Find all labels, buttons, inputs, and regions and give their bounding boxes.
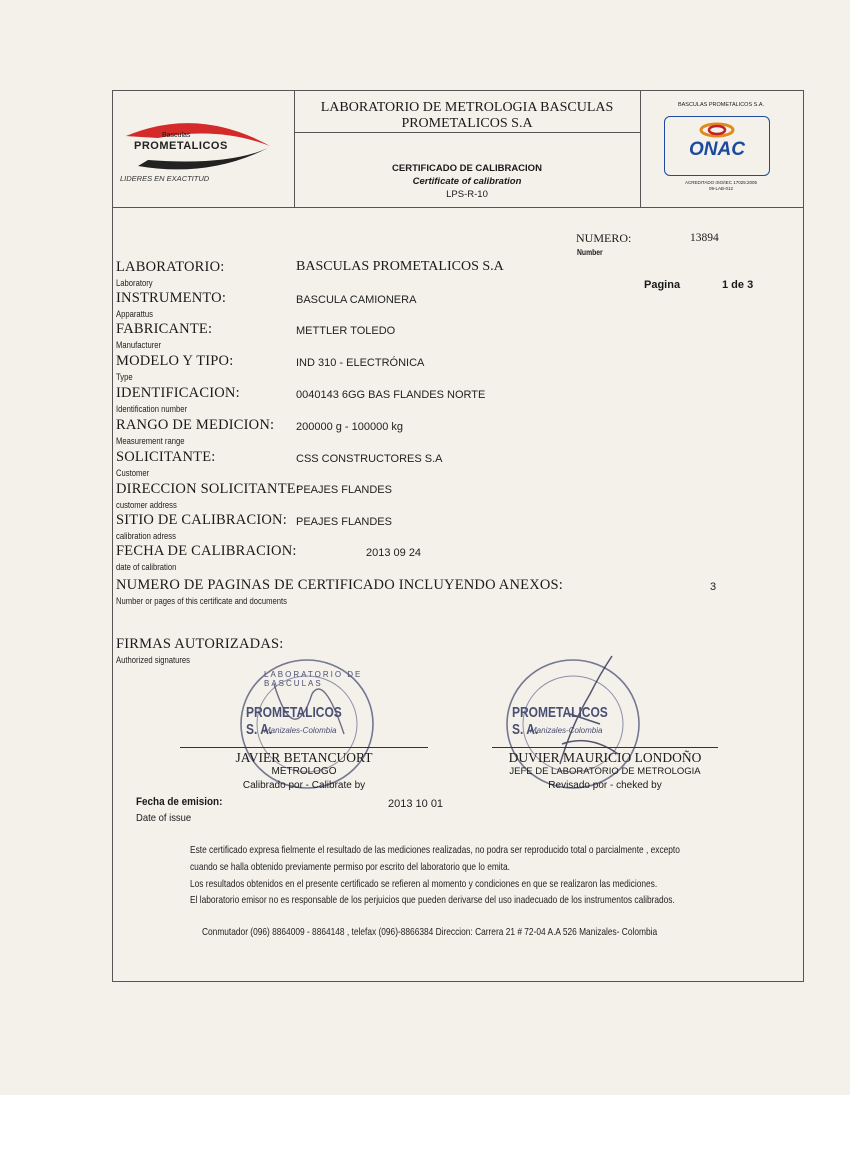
signer-right-role: JEFE DE LABORATORIO DE METROLOGIA: [509, 766, 701, 777]
onac-badge: BASCULAS PROMETALICOS S.A. ONAC ACREDITADO ISO/IEC 17025:2005 09-LAB-012: [642, 96, 800, 206]
signature-line-left: [180, 747, 428, 748]
emision-label: Fecha de emision:: [136, 796, 223, 808]
field-sub-fabricante: Manufacturer: [116, 340, 162, 350]
stamp-right: PROMETALICOS S. A. Manizales-Colombia: [500, 654, 646, 794]
header-divider: [112, 207, 804, 208]
signatures-heading: FIRMAS AUTORIZADAS:: [116, 636, 284, 652]
field-sub-laboratorio: Laboratory: [116, 278, 153, 288]
field-sub-rango: Measurement range: [116, 436, 185, 446]
field-value-sitio: PEAJES FLANDES: [296, 516, 392, 528]
field-sub-solicitante: Customer: [116, 468, 150, 478]
certificate-code: LPS-R-10: [446, 189, 488, 200]
field-label-laboratorio: LABORATORIO:: [116, 259, 225, 275]
pages-count-label: NUMERO DE PAGINAS DE CERTIFICADO INCLUYENDO ANEXOS:: [116, 577, 564, 593]
field-value-rango: 200000 g - 100000 kg: [296, 421, 404, 433]
signer-left-name: JAVIER BETANCUORT: [235, 750, 373, 765]
lab-title: LABORATORIO DE METROLOGIA BASCULAS PROMETALICOS S.A: [320, 100, 614, 131]
signature-line-right: [492, 747, 718, 748]
field-sub-sitio: calibration adress: [116, 531, 176, 541]
disclaimer-line-2: cuando se halla obtenido previamente permiso por escrito del laboratorio que lo emita.: [190, 862, 510, 873]
pagina-label: Pagina: [644, 279, 681, 291]
field-label-fecha-calibracion: FECHA DE CALIBRACION:: [116, 543, 297, 559]
field-label-modelo: MODELO Y TIPO:: [116, 353, 234, 369]
certificate-title-block: [294, 162, 640, 201]
header-title-divider: [294, 132, 640, 133]
contact-line: Conmutador (096) 8864009 - 8864148 , telefax (096)-8866384 Direccion: Carrera 21 # 72-04 A.A 526 Manizales- Colombia: [202, 927, 658, 938]
disclaimer-line-4: El laboratorio emisor no es responsable de los perjuicios que pueden derivarse del uso inadecuado de los instrumentos calibrados.: [190, 895, 675, 906]
signer-left-role: METROLOGO: [271, 766, 337, 777]
field-label-sitio: SITIO DE CALIBRACION:: [116, 512, 287, 528]
scan-margin: [0, 1095, 850, 1170]
field-value-identificacion: 0040143 6GG BAS FLANDES NORTE: [296, 389, 486, 401]
pages-count-sub: Number or pages of this certificate and documents: [116, 596, 287, 606]
field-label-instrumento: INSTRUMENTO:: [116, 290, 227, 306]
pagina-value: 1 de 3: [722, 279, 754, 291]
disclaimer-line-1: Este certificado expresa fielmente el resultado de las mediciones realizadas, no podra ser reproducido total o parcialmente , excepto: [190, 845, 680, 856]
disclaimer-line-3: Los resultados obtenidos en el presente certificado se refieren al momento y condiciones en que se realizaron las mediciones.: [190, 879, 658, 890]
field-value-fabricante: METTLER TOLEDO: [296, 325, 396, 337]
field-value-laboratorio: BASCULAS PROMETALICOS S.A: [296, 259, 504, 274]
field-sub-instrumento: Apparattus: [116, 309, 154, 319]
field-sub-fecha-calibracion: date of calibration: [116, 562, 177, 572]
field-value-modelo: IND 310 - ELECTRÓNICA: [296, 357, 425, 369]
emision-sub: Date of issue: [136, 812, 192, 824]
field-label-direccion: DIRECCION SOLICITANTE:: [116, 481, 301, 497]
pages-count-value: 3: [710, 581, 717, 593]
signer-left-caption: Calibrado por - Calibrate by: [242, 780, 366, 791]
numero-value: 13894: [690, 232, 719, 244]
field-value-direccion: PEAJES FLANDES: [296, 484, 392, 496]
certificate-subtitle: Certificate of calibration: [412, 176, 522, 187]
header-col-divider-right: [640, 90, 641, 208]
signer-right-caption: Revisado por - cheked by: [548, 780, 662, 791]
field-label-rango: RANGO DE MEDICION:: [116, 417, 275, 433]
certificate-title: CERTIFICADO DE CALIBRACION: [392, 163, 542, 174]
stamp-left: LABORATORIO DE BASCULAS PROMETALICOS S. A. Manizales-Colombia: [234, 654, 380, 794]
field-label-solicitante: SOLICITANTE:: [116, 449, 216, 465]
numero-sub: Number: [577, 248, 603, 257]
numero-label: NUMERO:: [576, 231, 632, 245]
signatures-heading-sub: Authorized signatures: [116, 655, 191, 665]
field-sub-modelo: Type: [116, 372, 133, 382]
field-label-fabricante: FABRICANTE:: [116, 321, 213, 337]
field-label-identificacion: IDENTIFICACION:: [116, 385, 240, 401]
field-sub-identificacion: Identification number: [116, 404, 188, 414]
field-value-solicitante: CSS CONSTRUCTORES S.A: [296, 453, 443, 465]
field-value-fecha-calibracion: 2013 09 24: [366, 547, 422, 559]
onac-logo: ONAC: [664, 116, 770, 176]
prometalicos-logo: Basculas PROMETALICOS LIDERES EN EXACTITUD: [118, 108, 278, 188]
field-sub-direccion: customer address: [116, 500, 177, 510]
emision-value: 2013 10 01: [388, 798, 444, 810]
signer-right-name: DUVIER MAURICIO LONDOÑO: [508, 750, 702, 765]
field-value-instrumento: BASCULA CAMIONERA: [296, 294, 417, 306]
